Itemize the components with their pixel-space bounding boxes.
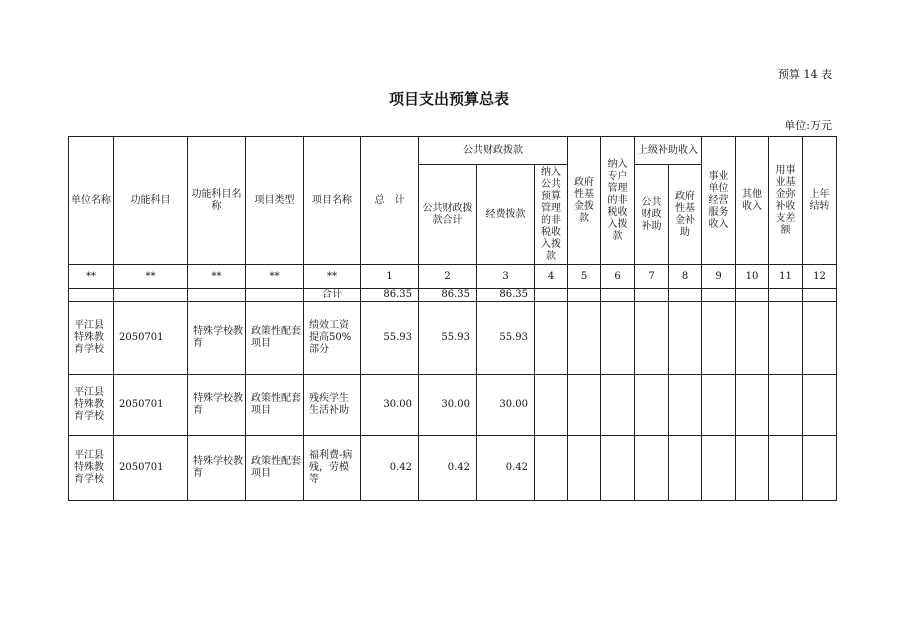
form-id: 预算 14 表 xyxy=(778,68,832,81)
row-name: 残疾学生生活补助 xyxy=(304,375,361,436)
header-superior-subsidy: 上级补助收入 xyxy=(635,137,702,165)
code-cell: 8 xyxy=(669,265,702,289)
row-expense: 30.00 xyxy=(477,375,535,436)
header-public-total: 公共财政拨款合计 xyxy=(419,165,477,265)
header-public-finance: 公共财政拨款 xyxy=(419,137,568,165)
code-cell: 6 xyxy=(601,265,635,289)
row-code: 2050701 xyxy=(114,436,188,501)
row-name: 绩效工资提高50%部分 xyxy=(304,302,361,375)
header-row-1 xyxy=(69,137,837,165)
header-fund-balance: 用事业基金弥补收支差额 xyxy=(769,137,803,265)
header-gov-fund-subsidy: 政府性基金补助 xyxy=(669,165,702,265)
code-cell: 4 xyxy=(535,265,568,289)
header-func-code: 功能科目 xyxy=(114,137,188,265)
code-cell: 3 xyxy=(477,265,535,289)
sum-public-total: 86.35 xyxy=(419,289,477,302)
row-unit: 平江县特殊教育学校 xyxy=(69,375,114,436)
code-cell: 5 xyxy=(568,265,601,289)
row-expense: 55.93 xyxy=(477,302,535,375)
row-unit: 平江县特殊教育学校 xyxy=(69,302,114,375)
sum-total: 86.35 xyxy=(361,289,419,302)
header-proj-type: 项目类型 xyxy=(246,137,304,265)
code-row xyxy=(69,265,837,289)
header-proj-name: 项目名称 xyxy=(304,137,361,265)
row-code: 2050701 xyxy=(114,302,188,375)
header-carryover: 上年结转 xyxy=(803,137,837,265)
row-unit: 平江县特殊教育学校 xyxy=(69,436,114,501)
header-public-finance-subsidy: 公共财政补助 xyxy=(635,165,669,265)
row-total: 0.42 xyxy=(361,436,419,501)
header-gov-fund: 政府性基金拨款 xyxy=(568,137,601,265)
header-business-income: 事业单位经营服务收入 xyxy=(702,137,736,265)
page-title: 项目支出预算总表 xyxy=(388,90,509,108)
row-expense: 0.42 xyxy=(477,436,535,501)
code-cell: 10 xyxy=(736,265,769,289)
row-func-name: 特殊学校教育 xyxy=(188,302,246,375)
row-type: 政策性配套项目 xyxy=(246,436,304,501)
unit-label: 单位:万元 xyxy=(784,119,832,132)
row-type: 政策性配套项目 xyxy=(246,302,304,375)
code-cell: ** xyxy=(114,265,188,289)
row-func-name: 特殊学校教育 xyxy=(188,375,246,436)
code-cell: 7 xyxy=(635,265,669,289)
sum-expense: 86.35 xyxy=(477,289,535,302)
code-cell: 1 xyxy=(361,265,419,289)
row-total: 55.93 xyxy=(361,302,419,375)
code-cell: 11 xyxy=(769,265,803,289)
table-row xyxy=(69,436,837,501)
row-type: 政策性配套项目 xyxy=(246,375,304,436)
row-public-total: 30.00 xyxy=(419,375,477,436)
table-row xyxy=(69,375,837,436)
code-cell: 9 xyxy=(702,265,736,289)
header-total: 总 计 xyxy=(361,137,419,265)
header-other-income: 其他收入 xyxy=(736,137,769,265)
row-public-total: 55.93 xyxy=(419,302,477,375)
budget-table xyxy=(68,136,837,501)
header-func-name: 功能科目名称 xyxy=(188,137,246,265)
row-total: 30.00 xyxy=(361,375,419,436)
row-code: 2050701 xyxy=(114,375,188,436)
row-public-total: 0.42 xyxy=(419,436,477,501)
code-cell: 12 xyxy=(803,265,837,289)
header-non-tax: 纳入公共预算管理的非税收入拨款 xyxy=(535,165,568,265)
code-cell: ** xyxy=(69,265,114,289)
row-func-name: 特殊学校教育 xyxy=(188,436,246,501)
header-unit-name: 单位名称 xyxy=(69,137,114,265)
table-row xyxy=(69,302,837,375)
code-cell: 2 xyxy=(419,265,477,289)
row-name: 福利费-病残，劳模等 xyxy=(304,436,361,501)
code-cell: ** xyxy=(304,265,361,289)
header-expense-grant: 经费拨款 xyxy=(477,165,535,265)
code-cell: ** xyxy=(246,265,304,289)
sum-row xyxy=(69,289,837,302)
sum-label: 合计 xyxy=(304,289,361,302)
code-cell: ** xyxy=(188,265,246,289)
header-special-non-tax: 纳入专户管理的非税收入拨款 xyxy=(601,137,635,265)
